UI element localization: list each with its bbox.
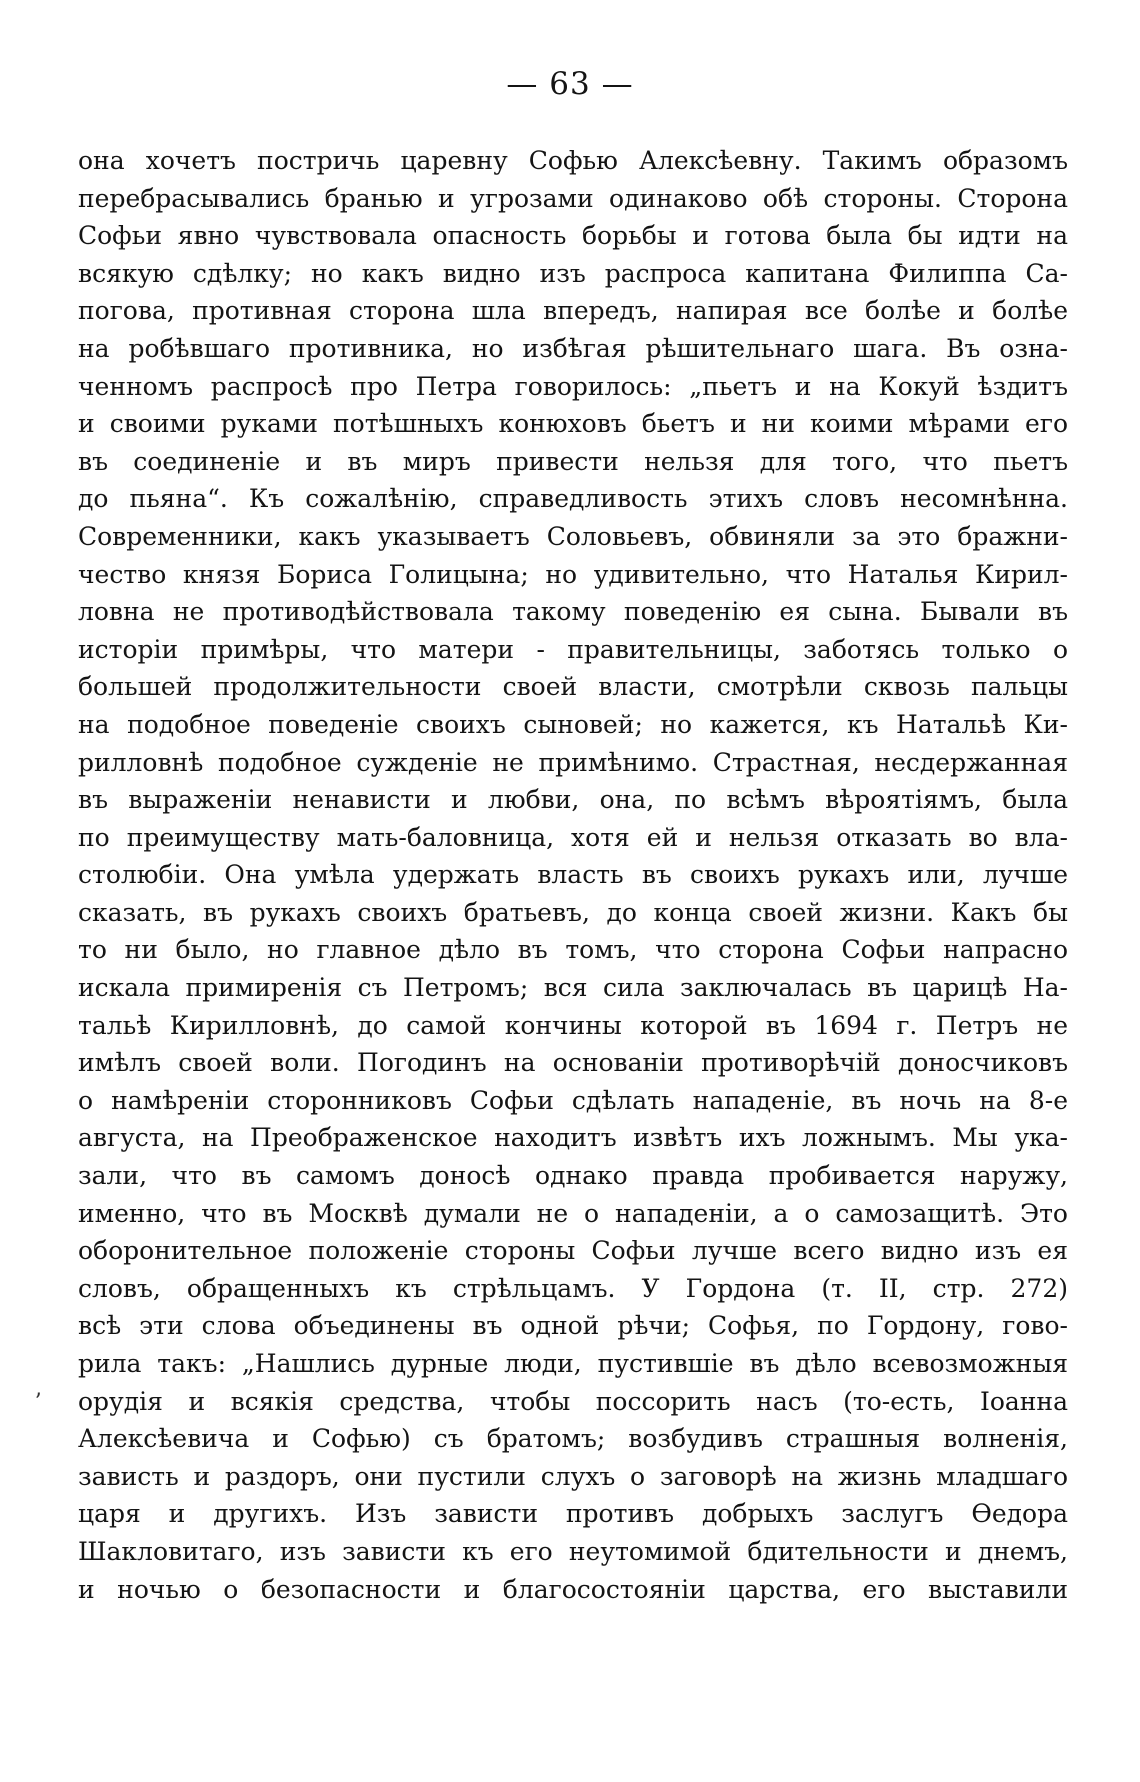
text-line: въ выраженіи ненависти и любви, она, по всѣмъ вѣроятіямъ, была [78, 785, 1068, 815]
text-line: зависть и раздоръ, они пустили слухъ о заговорѣ на жизнь младшаго [78, 1461, 1068, 1491]
text-line: и своими руками потѣшныхъ конюховъ бьетъ и ни коими мѣрами его [78, 409, 1068, 439]
text-line: сказать, въ рукахъ своихъ братьевъ, до конца своей жизни. Какъ бы [78, 897, 1068, 927]
text-line: именно, что въ Москвѣ думали не о нападеніи, а о самозащитѣ. Это [78, 1198, 1068, 1228]
text-line: погова, противная сторона шла впередъ, напирая все болѣе и болѣе [78, 296, 1068, 326]
text-line: всякую сдѣлку; но какъ видно изъ распроса капитана Филиппа Са- [78, 258, 1068, 288]
text-line: всѣ эти слова объединены въ одной рѣчи; Софья, по Гордону, гово- [78, 1311, 1068, 1341]
text-line: орудія и всякія средства, чтобы поссорить насъ (то-есть, Іоанна [78, 1386, 1068, 1416]
text-line: имѣлъ своей воли. Погодинъ на основаніи противорѣчій доносчиковъ [78, 1048, 1068, 1078]
text-line: Шакловитаго, изъ зависти къ его неутомимой бдительности и днемъ, [78, 1536, 1068, 1566]
text-line: августа, на Преображенское находитъ извѣтъ ихъ ложнымъ. Мы ука- [78, 1123, 1068, 1153]
text-line: тальѣ Кирилловнѣ, до самой кончины которой въ 1694 г. Петръ не [78, 1010, 1068, 1040]
text-line: по преимуществу мать-баловница, хотя ей и нельзя отказать во вла- [78, 822, 1068, 852]
text-line: на подобное поведеніе своихъ сыновей; но кажется, къ Натальѣ Ки- [78, 709, 1068, 739]
text-line: она хочетъ постричь царевну Софью Алексѣевну. Такимъ образомъ [78, 146, 1068, 175]
text-line: о намѣреніи сторонниковъ Софьи сдѣлать нападеніе, въ ночь на 8-е [78, 1085, 1068, 1115]
text-line: чество князя Бориса Голицына; но удивительно, что Наталья Кирил- [78, 559, 1068, 589]
margin-tick-mark: ʼ [34, 1390, 41, 1415]
text-line: ловна не противодѣйствовала такому поведенію ея сына. Бывали въ [78, 597, 1068, 627]
text-line: рила такъ: „Нашлись дурные люди, пустившіе въ дѣло всевозможныя [78, 1349, 1068, 1378]
text-line: словъ, обращенныхъ къ стрѣльцамъ. У Гордона (т. II, стр. 272) [78, 1273, 1068, 1303]
text-line: перебрасывались бранью и угрозами одинаково обѣ стороны. Сторона [78, 183, 1068, 213]
text-line: оборонительное положеніе стороны Софьи лучше всего видно изъ ея [78, 1236, 1068, 1266]
text-line: Софьи явно чувствовала опасность борьбы и готова была бы идти на [78, 221, 1068, 251]
text-line: то ни было, но главное дѣло въ томъ, что сторона Софьи напрасно [78, 935, 1068, 965]
text-line: Современники, какъ указываетъ Соловьевъ, обвиняли за это бражни- [78, 521, 1068, 551]
text-line: на робѣвшаго противника, но избѣгая рѣшительнаго шага. Въ озна- [78, 333, 1068, 363]
text-line: столюбіи. Она умѣла удержать власть въ своихъ рукахъ или, лучше [78, 860, 1068, 890]
text-line: ченномъ распросѣ про Петра говорилось: „пьетъ и на Кокуй ѣздитъ [78, 371, 1068, 401]
body-text [78, 142, 1068, 1608]
text-line: исторіи примѣры, что матери - правительницы, заботясь только о [78, 634, 1068, 664]
text-line: большей продолжительности своей власти, смотрѣли сквозь пальцы [78, 672, 1068, 702]
text-line: Алексѣевича и Софью) съ братомъ; возбудивъ страшныя волненія, [78, 1424, 1068, 1454]
text-line: и ночью о безопасности и благосостояніи царства, его выставили [78, 1574, 1068, 1604]
page-number: — 63 — [506, 66, 634, 102]
text-line: въ соединеніе и въ миръ привести нельзя для того, что пьетъ [78, 446, 1068, 476]
text-line: царя и другихъ. Изъ зависти противъ добрыхъ заслугъ Ѳедора [78, 1499, 1068, 1529]
text-line: рилловнѣ подобное сужденіе не примѣнимо. Страстная, несдержанная [78, 747, 1068, 777]
text-line: до пьяна“. Къ сожалѣнію, справедливость этихъ словъ несомнѣнна. [78, 484, 1068, 514]
text-line: зали, что въ самомъ доносѣ однако правда пробивается наружу, [78, 1161, 1068, 1191]
text-line: искала примиренія съ Петромъ; вся сила заключалась въ царицѣ На- [78, 973, 1068, 1003]
